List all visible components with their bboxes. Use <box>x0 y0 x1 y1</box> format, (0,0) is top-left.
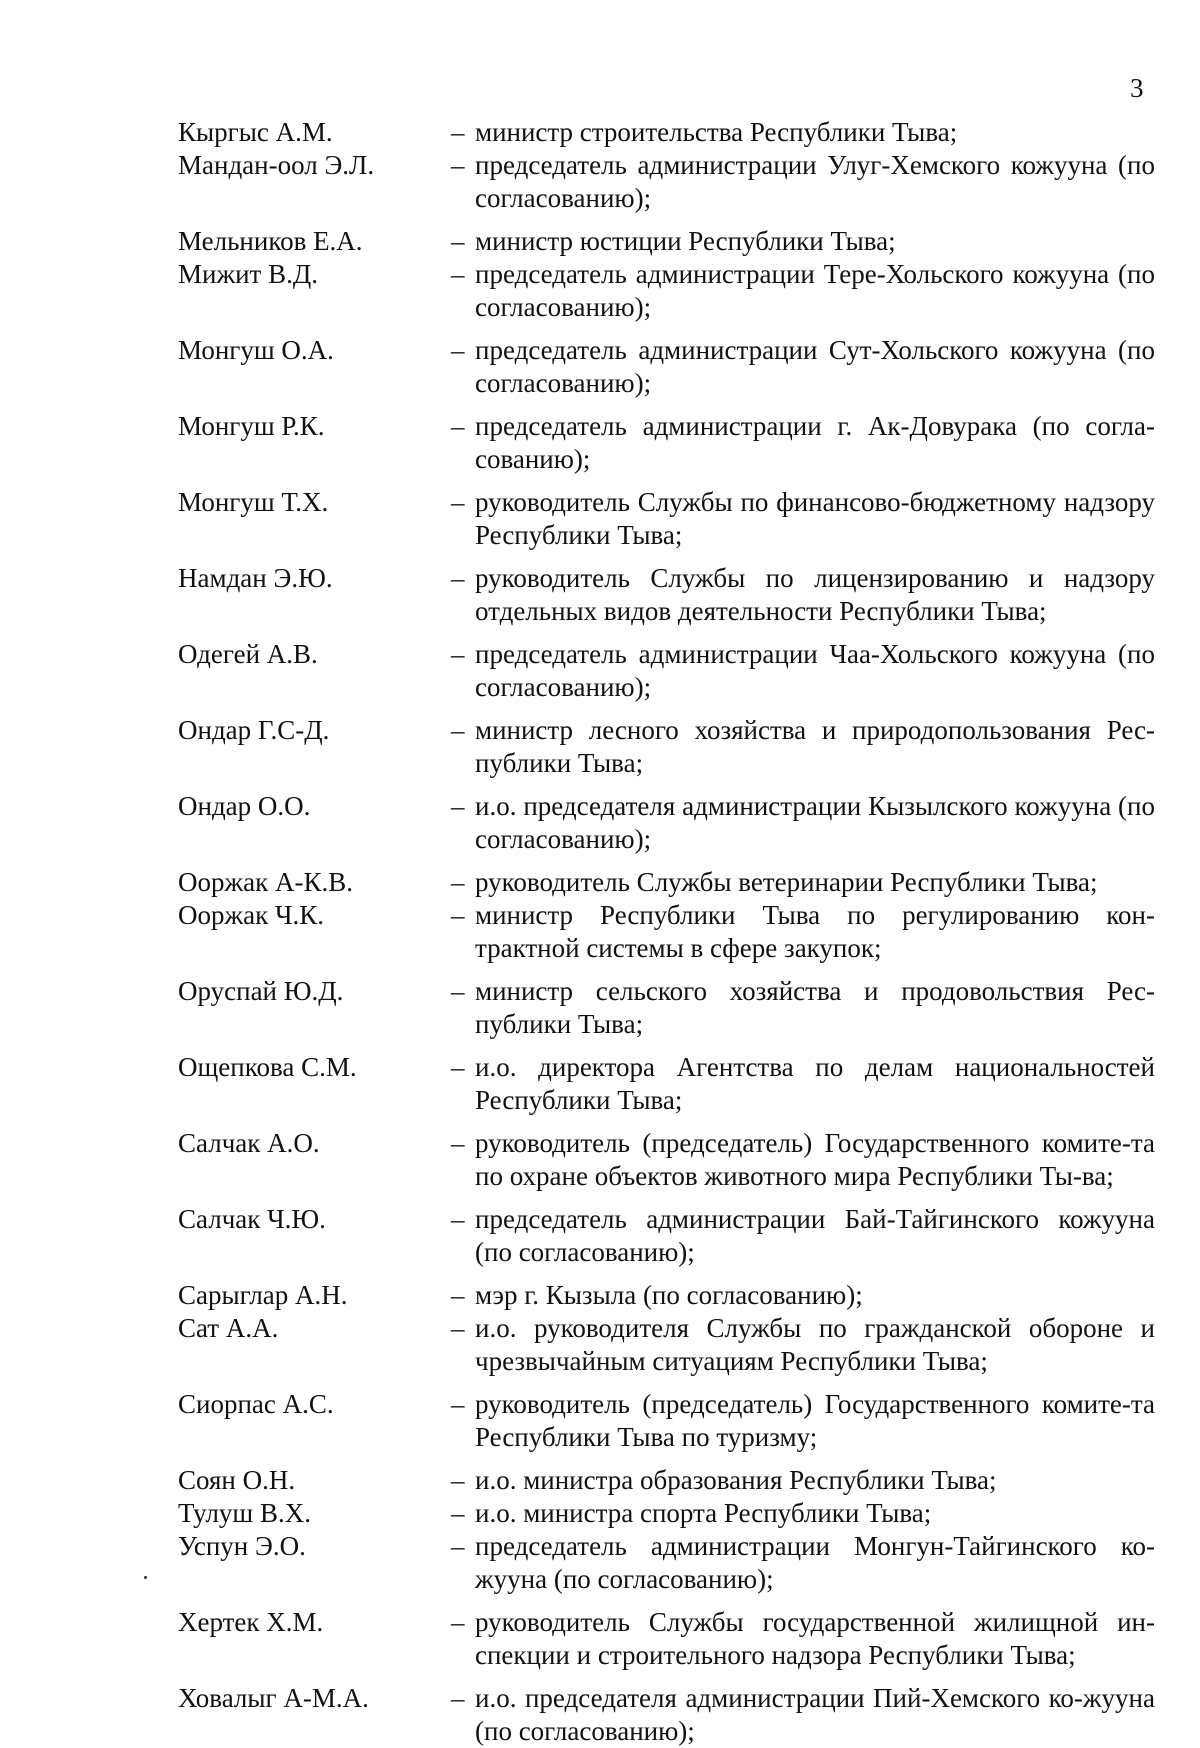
member-position: руководитель (председатель) Государственного комите-та по охране объектов животного мира Республики Ты-ва; <box>475 1128 1155 1191</box>
list-item <box>0 866 1200 899</box>
member-position: министр юстиции Республики Тыва; <box>475 226 896 256</box>
list-item <box>0 116 1200 149</box>
member-name: Хертек Х.М. <box>178 1607 324 1637</box>
member-name: Ховалыг А-М.А. <box>178 1683 369 1713</box>
list-item <box>0 790 1200 856</box>
member-name: Тулуш В.Х. <box>178 1498 311 1528</box>
member-position: и.о. директора Агентства по делам национальностей Республики Тыва; <box>475 1052 1155 1115</box>
member-name: Намдан Э.Ю. <box>178 563 333 593</box>
member-position: и.о. руководителя Службы по гражданской обороне и чрезвычайным ситуациям Республики Тыва; <box>475 1313 1155 1376</box>
list-item <box>0 486 1200 552</box>
member-name: Соян О.Н. <box>178 1465 296 1495</box>
member-position: и.о. министра образования Республики Тыва; <box>475 1465 997 1495</box>
member-list <box>0 116 1200 1748</box>
member-position: и.о. министра спорта Республики Тыва; <box>475 1498 932 1528</box>
dash-separator: – <box>451 117 465 147</box>
dash-separator: – <box>451 1531 465 1561</box>
list-item <box>0 1530 1200 1596</box>
member-position: председатель администрации Тере-Хольского кожууна (по согласованию); <box>475 259 1155 322</box>
member-name: Одегей А.В. <box>178 639 318 669</box>
member-position: руководитель Службы по финансово-бюджетному надзору Республики Тыва; <box>475 487 1155 550</box>
member-name: Ондар Г.С-Д. <box>178 715 330 745</box>
dash-separator: – <box>451 1607 465 1637</box>
list-item <box>0 225 1200 258</box>
dash-separator: – <box>451 226 465 256</box>
list-item <box>0 1203 1200 1269</box>
list-item <box>0 410 1200 476</box>
member-position: министр строительства Республики Тыва; <box>475 117 958 147</box>
dash-separator: – <box>451 900 465 930</box>
page-number: 3 <box>1130 73 1144 103</box>
list-item <box>0 1127 1200 1193</box>
member-position: руководитель Службы ветеринарии Республики Тыва; <box>475 867 1098 897</box>
dash-separator: – <box>451 411 465 441</box>
member-position: руководитель Службы по лицензированию и надзору отдельных видов деятельности Республики Тыва; <box>475 563 1155 626</box>
member-position: председатель администрации Монгун-Тайгинского ко-жууна (по согласованию); <box>475 1531 1155 1594</box>
list-item <box>0 1312 1200 1378</box>
member-name: Оруспай Ю.Д. <box>178 976 344 1006</box>
member-name: Кыргыс А.М. <box>178 117 333 147</box>
dash-separator: – <box>451 259 465 289</box>
list-item <box>0 1051 1200 1117</box>
list-item <box>0 1279 1200 1312</box>
member-position: председатель администрации Чаа-Хольского кожууна (по согласованию); <box>475 639 1155 702</box>
member-name: Монгуш Р.К. <box>178 411 325 441</box>
member-position: председатель администрации Улуг-Хемского кожууна (по согласованию); <box>475 150 1155 213</box>
dash-separator: – <box>451 791 465 821</box>
member-name: Ооржак Ч.К. <box>178 900 325 930</box>
member-position: руководитель (председатель) Государственного комите-та Республики Тыва по туризму; <box>475 1389 1155 1452</box>
member-name: Салчак А.О. <box>178 1128 320 1158</box>
dash-separator: – <box>451 1280 465 1310</box>
list-item <box>0 1388 1200 1454</box>
member-position: руководитель Службы государственной жилищной ин-спекции и строительного надзора Республики Тыва; <box>475 1607 1155 1670</box>
member-name: Монгуш Т.Х. <box>178 487 329 517</box>
member-position: мэр г. Кызыла (по согласованию); <box>475 1280 863 1310</box>
list-item <box>0 258 1200 324</box>
list-item <box>0 714 1200 780</box>
member-name: Мельников Е.А. <box>178 226 363 256</box>
member-name: Мандан-оол Э.Л. <box>178 150 375 180</box>
member-position: министр Республики Тыва по регулированию кон-трактной системы в сфере закупок; <box>475 900 1155 963</box>
dash-separator: – <box>451 1465 465 1495</box>
member-position: и.о. председателя администрации Кызылского кожууна (по согласованию); <box>475 791 1155 854</box>
dash-separator: – <box>451 639 465 669</box>
dash-separator: – <box>451 1683 465 1713</box>
dash-separator: – <box>451 1313 465 1343</box>
scan-speck <box>144 1576 147 1579</box>
member-position: председатель администрации Сут-Хольского кожууна (по согласованию); <box>475 335 1155 398</box>
dash-separator: – <box>451 715 465 745</box>
dash-separator: – <box>451 563 465 593</box>
member-name: Сарыглар А.Н. <box>178 1280 348 1310</box>
member-name: Успун Э.О. <box>178 1531 306 1561</box>
member-position: председатель администрации г. Ак-Довурака (по согла-сованию); <box>475 411 1155 474</box>
dash-separator: – <box>451 1128 465 1158</box>
member-name: Ондар О.О. <box>178 791 311 821</box>
dash-separator: – <box>451 1204 465 1234</box>
member-position: и.о. председателя администрации Пий-Хемского ко-жууна (по согласованию); <box>475 1683 1155 1746</box>
list-item <box>0 975 1200 1041</box>
list-item <box>0 562 1200 628</box>
list-item <box>0 1606 1200 1672</box>
dash-separator: – <box>451 1498 465 1528</box>
dash-separator: – <box>451 976 465 1006</box>
member-name: Монгуш О.А. <box>178 335 334 365</box>
list-item <box>0 1682 1200 1748</box>
dash-separator: – <box>451 867 465 897</box>
member-name: Ощепкова С.М. <box>178 1052 357 1082</box>
list-item <box>0 149 1200 215</box>
member-name: Салчак Ч.Ю. <box>178 1204 326 1234</box>
member-position: председатель администрации Бай-Тайгинского кожууна (по согласованию); <box>475 1204 1155 1267</box>
member-name: Сат А.А. <box>178 1313 279 1343</box>
list-item <box>0 334 1200 400</box>
dash-separator: – <box>451 335 465 365</box>
member-position: министр сельского хозяйства и продовольствия Рес-публики Тыва; <box>475 976 1155 1039</box>
member-name: Сиорпас А.С. <box>178 1389 334 1419</box>
list-item <box>0 1464 1200 1497</box>
list-item <box>0 1497 1200 1530</box>
dash-separator: – <box>451 487 465 517</box>
list-item <box>0 899 1200 965</box>
member-position: министр лесного хозяйства и природопользования Рес-публики Тыва; <box>475 715 1155 778</box>
dash-separator: – <box>451 150 465 180</box>
member-name: Мижит В.Д. <box>178 259 319 289</box>
dash-separator: – <box>451 1052 465 1082</box>
member-name: Ооржак А-К.В. <box>178 867 354 897</box>
list-item <box>0 638 1200 704</box>
dash-separator: – <box>451 1389 465 1419</box>
